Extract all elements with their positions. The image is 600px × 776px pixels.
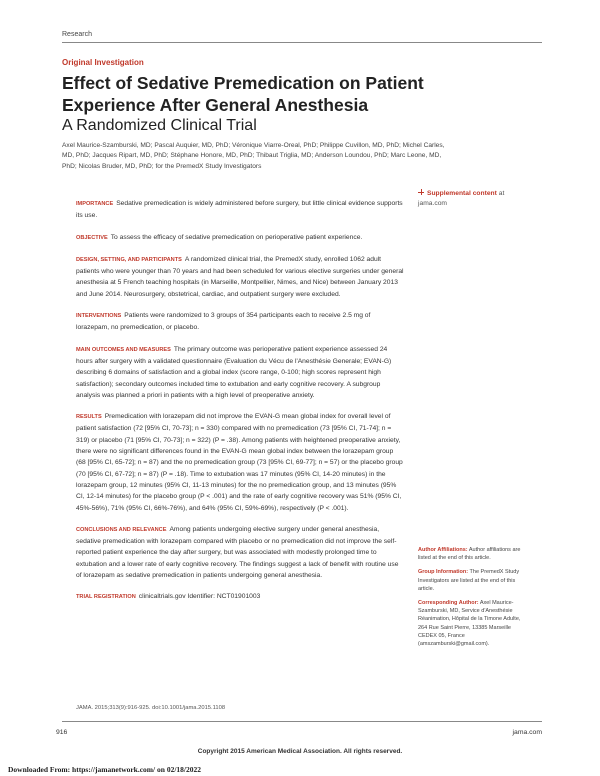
plus-icon — [418, 189, 424, 195]
article-subtitle: A Randomized Clinical Trial — [62, 117, 257, 134]
author-affiliations-note — [418, 546, 530, 562]
note-text: The PremedX Study Investigators are listed at the end of this article. — [418, 569, 520, 592]
note-text: Author affiliations are listed at the end of this article. — [418, 547, 521, 562]
author-list: Axel Maurice-Szamburski, MD; Pascal Auquier, MD, PhD; Véronique Viarre-Oreal, PhD; Philippe Cuvillon, MD, PhD; Michel Carles, MD, PhD; Jacques Ripart, MD, PhD; Stéphane Honore, MD, PhD; Thibaut Triglia, MD; Anderson Loundou, PhD; Marc Leone, MD, PhD; Nicolas Bruder, MD, PhD; for the PremedX Study Investigators — [62, 142, 445, 170]
copyright-notice: Copyright 2015 American Medical Association. All rights reserved. — [197, 748, 403, 755]
abstract-heading: TRIAL REGISTRATION — [76, 594, 136, 601]
footer-rule — [62, 721, 542, 722]
abstract-text: The primary outcome was perioperative patient experience assessed 24 hours after surgery with a validated questionnaire (Evaluation du Vécu de l'Anesthésie Generale; EVAN-G) describing 6 domains of satisfaction and a global index (score range, 0-100; high scores represent high satisfaction); secondary outcomes included time to extubation and early cognitive recovery. A subgroup analysis was planned a priori in patients with a high level of preoperative anxiety. — [76, 345, 392, 399]
abstract-text: To assess the efficacy of sedative premedication on perioperative patient experience. — [110, 233, 363, 241]
abstract-text: Premedication with lorazepam did not improve the EVAN-G mean global index for overall level of patient satisfaction (72 [95% CI, 70-73]; n = 330) compared with no premedication (73 [95% CI, 71-74]; n = 319) or placebo (71 [95% CI, 70-73]; n = 322) (P = .38). Among patients with heightened preoperative anxiety, there were no significant differences found in the EVAN-G mean global index between the lorazepam group (68 [95% CI, 65-72]; n = 87) and the no premedication group (73 [95% CI, 69-77]; n = 57) or the placebo group (70 [95% CI, 67-72]; n = 87) (P = .18). Time to extubation was 17 minutes (95% CI, 14-20 minutes) in the lorazepam group, 12 minutes (95% CI, 11-13 minutes) for the no premedication group, and 13 minutes (95% CI, 12-14 minutes) for the placebo group (P < .001) and the rate of early cognitive recovery was 51% (95% CI, 45%-56%), 71% (95% CI, 66%-76%), and 64% (95% CI, 59%-69%), respectively (P < .001). — [76, 413, 403, 512]
abstract-heading: CONCLUSIONS AND RELEVANCE — [76, 526, 167, 533]
abstract-text: Sedative premedication is widely administered before surgery, but little clinical evidence supports its use. — [76, 200, 403, 220]
note-label: Corresponding Author: — [418, 600, 479, 607]
abstract-heading: RESULTS — [76, 414, 102, 421]
abstract-interventions — [76, 310, 404, 334]
article-title: Effect of Sedative Premedication on Patient Experience After General Anesthesia — [62, 73, 424, 115]
header-rule — [62, 42, 542, 43]
supplemental-content-link[interactable] — [418, 189, 528, 209]
trial-registration-link[interactable]: clinicaltrials.gov Identifier: NCT01901003 — [138, 593, 261, 601]
section-label: Research — [62, 31, 92, 38]
abstract-results — [76, 411, 404, 514]
abstract-importance — [76, 198, 404, 222]
group-information-note — [418, 568, 530, 593]
corresponding-author-note — [418, 599, 530, 648]
abstract-text: Among patients undergoing elective surgery under general anesthesia, sedative premedication with lorazepam compared with placebo or no premedication did not improve the self-reported patient experience the day after surgery, but was associated with modestly prolonged time to extubation and a lower rate of early cognitive recovery. The findings suggest a lack of benefit with routine use of lorazepam as sedative premedication in patients undergoing general anesthesia. — [76, 525, 399, 580]
supplemental-label: Supplemental content — [427, 190, 497, 197]
abstract-outcomes — [76, 344, 404, 401]
abstract-heading: IMPORTANCE — [76, 201, 114, 207]
abstract-design — [76, 254, 404, 300]
abstract-text: A randomized clinical trial, the PremedX study, enrolled 1062 adult patients who were younger than 70 years and had been scheduled for various elective surgeries under general anesthesia at 5 French teaching hospitals (in Marseille, Montpellier, Nimes, and Nice) between January 2013 and June 2014. Neurosurgery, obstetrical, cardiac, and outpatient surgery were excluded. — [76, 255, 404, 298]
abstract-text: Patients were randomized to 3 groups of 354 participants each to receive 2.5 mg of lorazepam, no premedication, or placebo. — [76, 312, 371, 332]
abstract-heading: INTERVENTIONS — [76, 313, 122, 320]
page-number: 916 — [56, 729, 68, 736]
note-label: Author Affiliations: — [418, 547, 468, 553]
note-label: Group Information: — [418, 569, 469, 576]
abstract — [76, 198, 404, 614]
abstract-heading: DESIGN, SETTING, AND PARTICIPANTS — [76, 256, 182, 263]
supplemental-location: at jama.com — [418, 190, 505, 207]
author-notes — [418, 546, 530, 654]
abstract-heading: OBJECTIVE — [76, 234, 108, 241]
abstract-conclusions — [76, 524, 404, 581]
download-stamp: Downloaded From: https://jamanetwork.com/ on 02/18/2022 — [8, 765, 201, 774]
abstract-objective — [76, 232, 404, 244]
article-citation: JAMA. 2015;313(9):916-925. doi:10.1001/jama.2015.1108 — [76, 705, 226, 711]
abstract-heading: MAIN OUTCOMES AND MEASURES — [76, 346, 171, 353]
article-kicker: Original Investigation — [62, 58, 144, 67]
journal-site-link[interactable]: jama.com — [512, 729, 542, 736]
abstract-trial-registration — [76, 591, 404, 603]
note-text: Axel Maurice-Szamburski, MD, Service d'Anesthésie Réanimation, Hôpital de la Timone Adulte, 264 Rue Saint Pierre, 13385 Marseille CEDEX 05, France (amszamburski@gmail.com). — [418, 600, 521, 648]
